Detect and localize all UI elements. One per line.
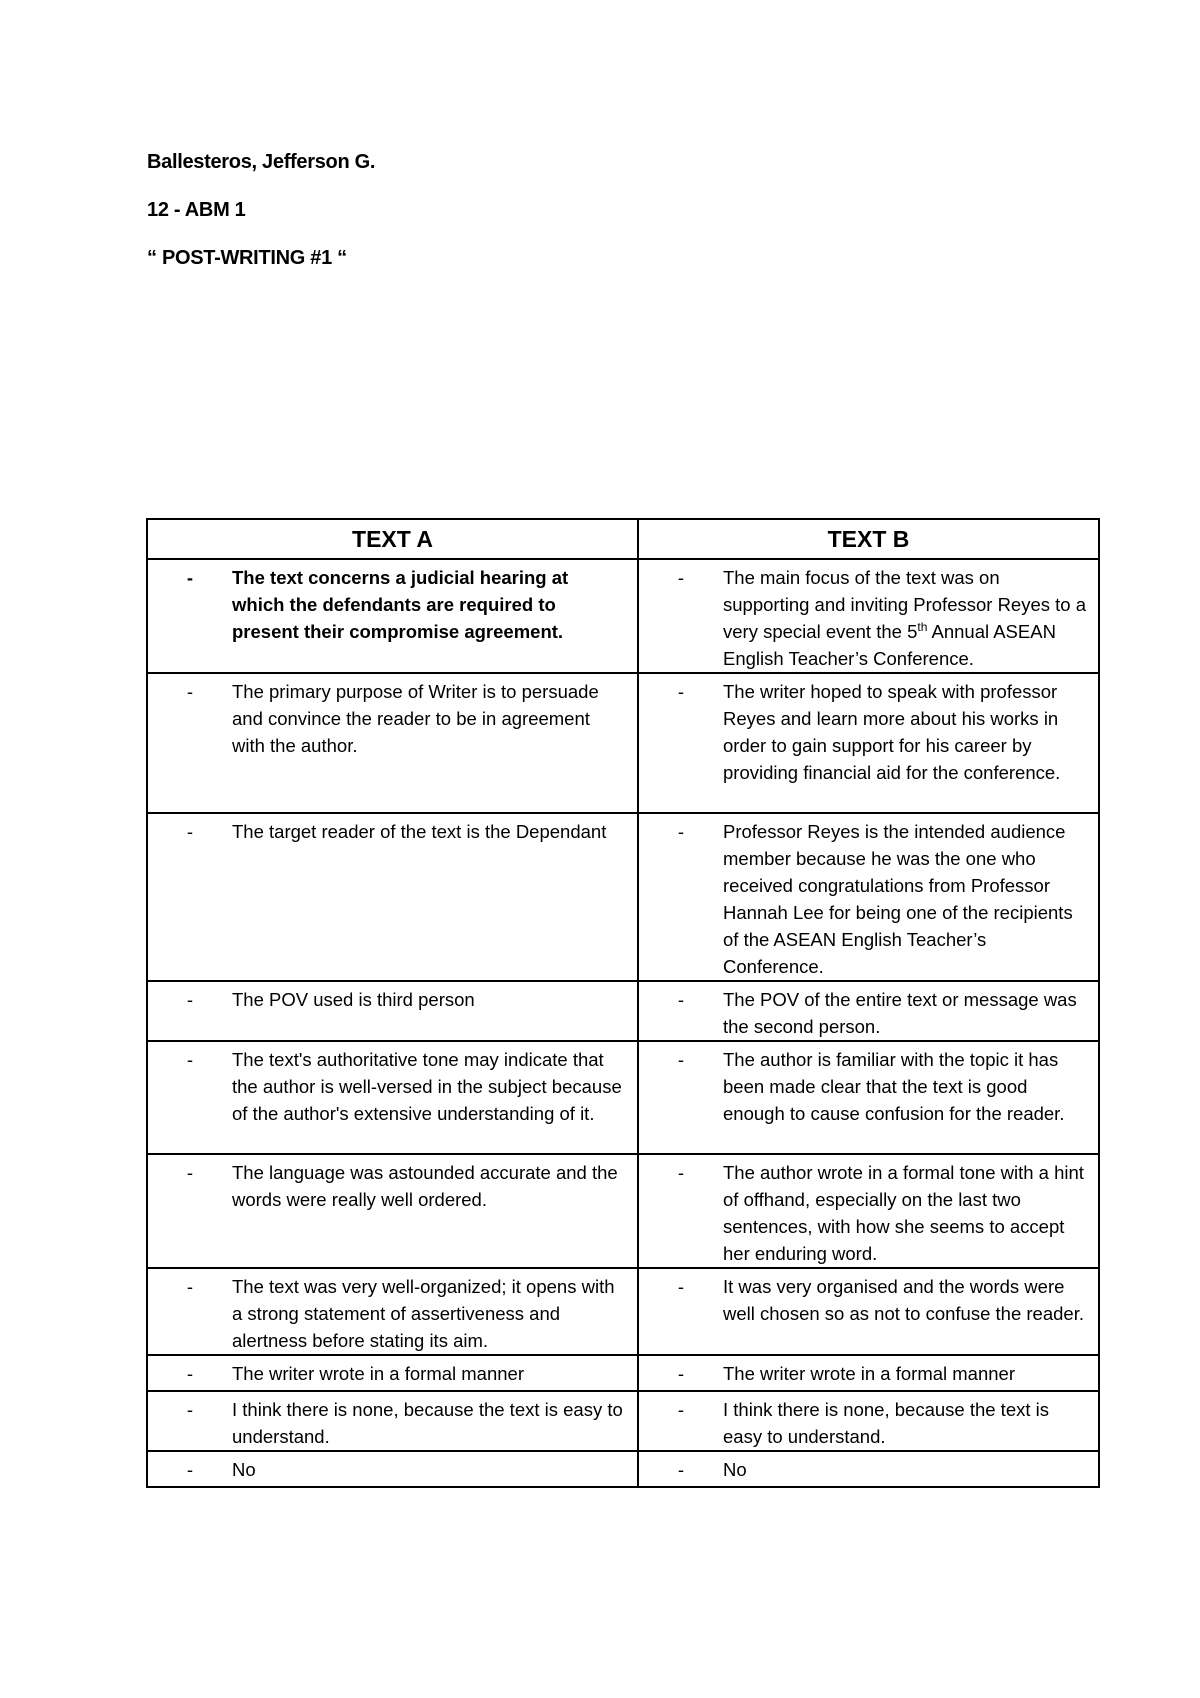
text-b-item: Professor Reyes is the intended audience member because he was the one who received congratulations from Professor Hannah Lee for being one of the recipients of the ASEAN English Teacher’s Conference.	[723, 821, 1073, 977]
text-a-item: The POV used is third person	[232, 989, 475, 1010]
class-section: 12 - ABM 1	[147, 199, 246, 221]
document-header	[147, 148, 375, 292]
comparison-table	[146, 518, 1100, 1488]
text-a-cell	[147, 1154, 638, 1268]
list-item	[639, 1456, 1086, 1483]
text-a-cell	[147, 673, 638, 813]
text-b-cell	[638, 813, 1099, 981]
table-row	[147, 559, 1099, 673]
bullet-dash: -	[186, 567, 194, 588]
text-b-item: The author is familiar with the topic it has been made clear that the text is good enough to cause confusion for the reader.	[723, 1049, 1065, 1124]
list-item	[148, 1273, 625, 1354]
bullet-dash: -	[186, 1399, 194, 1420]
text-a-item: The target reader of the text is the Dependant	[232, 821, 607, 842]
list-item	[639, 1360, 1086, 1387]
list-item	[148, 1456, 625, 1483]
text-a-item: The writer wrote in a formal manner	[232, 1363, 524, 1384]
bullet-dash: -	[186, 1276, 194, 1297]
bullet-dash: -	[677, 1276, 685, 1297]
text-a-cell	[147, 1355, 638, 1391]
text-b-item	[723, 564, 1086, 672]
text-b-cell	[638, 1154, 1099, 1268]
list-item	[639, 564, 1086, 672]
text-a-item: The text was very well-organized; it opens with a strong statement of assertiveness and alertness before stating its aim.	[232, 1276, 615, 1351]
bullet-dash: -	[677, 681, 685, 702]
list-item	[639, 818, 1086, 980]
bullet-dash: -	[677, 1363, 685, 1384]
text-b-cell	[638, 1268, 1099, 1355]
list-item	[639, 1046, 1086, 1127]
list-item	[148, 1159, 625, 1213]
document-title: “ POST-WRITING #1 “	[147, 247, 347, 269]
table-row	[147, 673, 1099, 813]
list-item	[639, 986, 1086, 1040]
text-a-cell	[147, 813, 638, 981]
text-a-item: The language was astounded accurate and the words were really well ordered.	[232, 1162, 618, 1210]
bullet-dash: -	[677, 1459, 685, 1480]
table-row	[147, 1268, 1099, 1355]
list-item	[148, 986, 625, 1013]
text-a-cell	[147, 1041, 638, 1154]
text-a-cell	[147, 559, 638, 673]
bullet-dash: -	[677, 567, 685, 588]
table-row	[147, 813, 1099, 981]
table-row	[147, 1355, 1099, 1391]
text-b-cell	[638, 1451, 1099, 1487]
list-item	[639, 1396, 1086, 1450]
table-row	[147, 1154, 1099, 1268]
text-b-item: I think there is none, because the text is easy to understand.	[723, 1399, 1049, 1447]
bullet-dash: -	[677, 1399, 685, 1420]
text-a-cell	[147, 1391, 638, 1451]
text-b-item: No	[723, 1459, 747, 1480]
bullet-dash: -	[186, 989, 194, 1010]
text-b-cell	[638, 1041, 1099, 1154]
list-item	[148, 1396, 625, 1450]
table-header-row	[147, 519, 1099, 559]
text-b-item: The author wrote in a formal tone with a hint of offhand, especially on the last two sentences, with how she seems to accept her enduring word.	[723, 1162, 1084, 1264]
ordinal-suffix: th	[917, 619, 928, 634]
list-item	[639, 1159, 1086, 1267]
list-item	[148, 818, 625, 845]
text-b-item-part: The main focus of the text was on supporting and inviting Professor Reyes to a very special event the 5	[723, 567, 1087, 642]
bullet-dash: -	[186, 821, 194, 842]
student-name: Ballesteros, Jefferson G.	[147, 151, 376, 173]
text-a-cell	[147, 1268, 638, 1355]
bullet-dash: -	[677, 821, 685, 842]
text-a-item: The text concerns a judicial hearing at which the defendants are required to present their compromise agreement.	[232, 567, 569, 642]
text-b-item: The POV of the entire text or message was the second person.	[723, 989, 1077, 1037]
list-item	[148, 1046, 625, 1127]
text-a-cell	[147, 1451, 638, 1487]
text-b-cell	[638, 559, 1099, 673]
text-b-item-part: Annual ASEAN English Teacher’s Conference.	[723, 621, 1056, 669]
text-b-item: It was very organised and the words were well chosen so as not to confuse the reader.	[723, 1276, 1084, 1324]
text-a-item: The text's authoritative tone may indicate that the author is well-versed in the subject because of the author's extensive understanding of it.	[232, 1049, 622, 1124]
bullet-dash: -	[677, 989, 685, 1010]
list-item	[148, 1360, 625, 1387]
text-b-cell	[638, 1391, 1099, 1451]
list-item	[639, 678, 1086, 786]
table-row	[147, 1041, 1099, 1154]
list-item	[639, 1273, 1086, 1327]
list-item	[148, 564, 625, 645]
column-header-text-b: TEXT B	[638, 519, 1099, 559]
text-b-cell	[638, 981, 1099, 1041]
bullet-dash: -	[186, 681, 194, 702]
text-b-item: The writer hoped to speak with professor Reyes and learn more about his works in order to gain support for his career by providing financial aid for the conference.	[723, 681, 1061, 783]
bullet-dash: -	[186, 1459, 194, 1480]
table-row	[147, 1391, 1099, 1451]
text-b-cell	[638, 673, 1099, 813]
bullet-dash: -	[677, 1049, 685, 1070]
table-row	[147, 981, 1099, 1041]
list-item	[148, 678, 625, 759]
text-b-item: The writer wrote in a formal manner	[723, 1363, 1015, 1384]
bullet-dash: -	[186, 1162, 194, 1183]
text-b-cell	[638, 1355, 1099, 1391]
text-a-item: No	[232, 1459, 256, 1480]
text-a-item: The primary purpose of Writer is to persuade and convince the reader to be in agreement with the author.	[232, 681, 599, 756]
text-a-cell	[147, 981, 638, 1041]
table-row	[147, 1451, 1099, 1487]
column-header-text-a: TEXT A	[147, 519, 638, 559]
bullet-dash: -	[186, 1363, 194, 1384]
bullet-dash: -	[186, 1049, 194, 1070]
text-a-item: I think there is none, because the text is easy to understand.	[232, 1399, 623, 1447]
bullet-dash: -	[677, 1162, 685, 1183]
